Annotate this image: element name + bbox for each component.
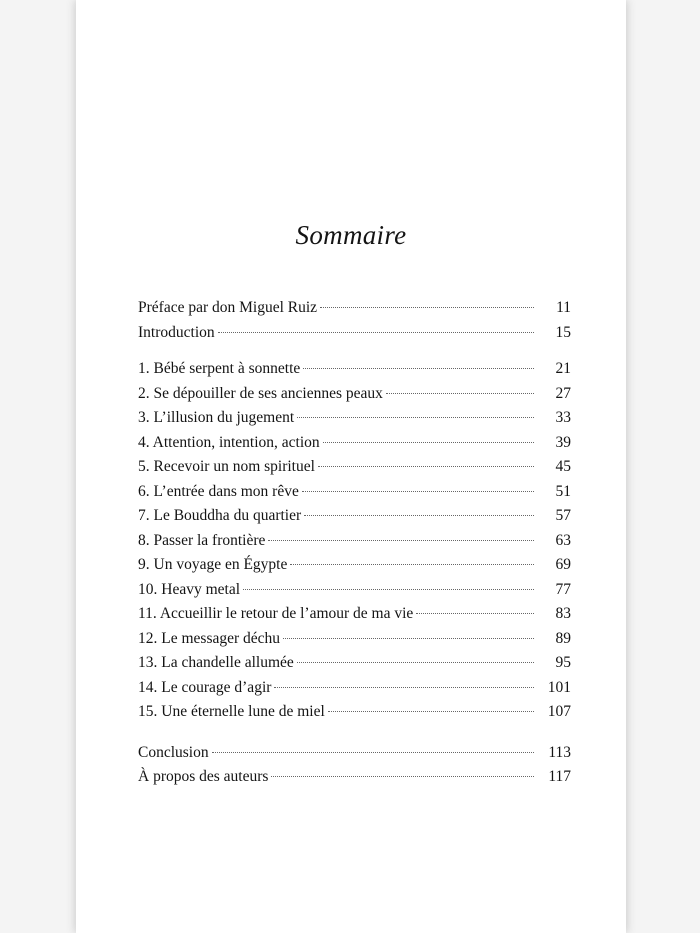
toc-entry-page: 33 bbox=[555, 409, 571, 426]
page-title: Sommaire bbox=[295, 220, 407, 250]
toc-entry-page: 107 bbox=[547, 703, 571, 720]
dot-leader bbox=[283, 637, 534, 639]
toc-entry-chapter-2 bbox=[138, 382, 571, 407]
toc-entry-page: 39 bbox=[555, 433, 571, 451]
toc-entry-page: 69 bbox=[555, 556, 571, 573]
dot-leader bbox=[297, 416, 534, 418]
toc-entry-page: 77 bbox=[555, 580, 571, 598]
toc-entry-page: 101 bbox=[547, 678, 571, 696]
toc-entry-chapter-4 bbox=[138, 431, 571, 456]
toc-entry-label: 9. Un voyage en Égypte bbox=[138, 556, 288, 573]
toc-entry-chapter-15 bbox=[138, 700, 571, 725]
toc-entry-label: 13. La chandelle allumée bbox=[138, 654, 294, 671]
toc-entry-chapter-13 bbox=[138, 651, 571, 676]
toc-entry-preface bbox=[138, 296, 571, 321]
toc-entry-chapter-1 bbox=[138, 357, 571, 382]
toc-entry-label: Préface par don Miguel Ruiz bbox=[138, 299, 318, 316]
toc-entry-label: À propos des auteurs bbox=[138, 768, 269, 785]
toc-entry-chapter-8 bbox=[138, 529, 571, 554]
dot-leader bbox=[303, 367, 534, 369]
toc-entry-label: 3. L’illusion du jugement bbox=[138, 409, 295, 426]
toc-entry-label: 7. Le Bouddha du quartier bbox=[138, 507, 302, 524]
toc-entry-page: 21 bbox=[555, 360, 571, 377]
toc-entry-chapter-12 bbox=[138, 627, 571, 652]
toc-entry-page: 113 bbox=[548, 743, 571, 761]
toc-entry-label: Introduction bbox=[138, 323, 215, 341]
dot-leader bbox=[302, 490, 534, 492]
table-of-contents bbox=[138, 296, 571, 790]
toc-entry-page: 63 bbox=[555, 531, 571, 549]
book-page bbox=[76, 0, 626, 933]
toc-entry-chapter-3 bbox=[138, 406, 571, 431]
dot-leader bbox=[323, 441, 534, 443]
toc-entry-chapter-14 bbox=[138, 676, 571, 701]
dot-leader bbox=[218, 331, 534, 333]
toc-entry-chapter-7 bbox=[138, 504, 571, 529]
dot-leader bbox=[297, 661, 534, 663]
toc-entry-page: 45 bbox=[555, 458, 571, 475]
toc-entry-label: 5. Recevoir un nom spirituel bbox=[138, 458, 315, 475]
toc-entry-page: 11 bbox=[556, 299, 571, 316]
toc-entry-page: 51 bbox=[555, 482, 571, 500]
dot-leader bbox=[290, 563, 534, 565]
toc-entry-page: 89 bbox=[555, 629, 571, 647]
dot-leader bbox=[274, 686, 534, 688]
toc-entry-chapter-5 bbox=[138, 455, 571, 480]
dot-leader bbox=[328, 710, 534, 712]
toc-entry-chapter-9 bbox=[138, 553, 571, 578]
toc-entry-label: 12. Le messager déchu bbox=[138, 629, 281, 647]
dot-leader bbox=[416, 612, 534, 614]
dot-leader bbox=[212, 751, 534, 753]
toc-entry-chapter-6 bbox=[138, 480, 571, 505]
toc-entry-label: 8. Passer la frontière bbox=[138, 531, 266, 549]
toc-entry-page: 27 bbox=[555, 384, 571, 402]
dot-leader bbox=[304, 514, 534, 516]
toc-entry-label: 6. L’entrée dans mon rêve bbox=[138, 482, 299, 500]
dot-leader bbox=[271, 775, 534, 777]
toc-entry-label: 1. Bébé serpent à sonnette bbox=[138, 360, 301, 377]
toc-entry-chapter-10 bbox=[138, 578, 571, 603]
toc-entry-page: 57 bbox=[555, 507, 571, 524]
toc-entry-page: 95 bbox=[555, 654, 571, 671]
dot-leader bbox=[268, 539, 534, 541]
toc-entry-label: 14. Le courage d’agir bbox=[138, 678, 272, 696]
toc-entry-chapter-11 bbox=[138, 602, 571, 627]
toc-entry-page: 117 bbox=[548, 768, 571, 785]
toc-entry-label: 2. Se dépouiller de ses anciennes peaux bbox=[138, 384, 383, 402]
toc-entry-label: 11. Accueillir le retour de l’amour de ma vie bbox=[138, 605, 414, 622]
toc-entry-page: 83 bbox=[555, 605, 571, 622]
toc-entry-conclusion bbox=[138, 741, 571, 766]
toc-entry-page: 15 bbox=[555, 323, 571, 341]
toc-entry-label: 10. Heavy metal bbox=[138, 580, 241, 598]
dot-leader bbox=[320, 306, 534, 308]
dot-leader bbox=[386, 392, 534, 394]
toc-entry-introduction bbox=[138, 321, 571, 346]
toc-entry-label: 4. Attention, intention, action bbox=[138, 433, 320, 451]
toc-entry-about-authors bbox=[138, 765, 571, 790]
toc-entry-label: 15. Une éternelle lune de miel bbox=[138, 703, 325, 720]
toc-entry-label: Conclusion bbox=[138, 743, 209, 761]
dot-leader bbox=[243, 588, 534, 590]
dot-leader bbox=[318, 465, 534, 467]
